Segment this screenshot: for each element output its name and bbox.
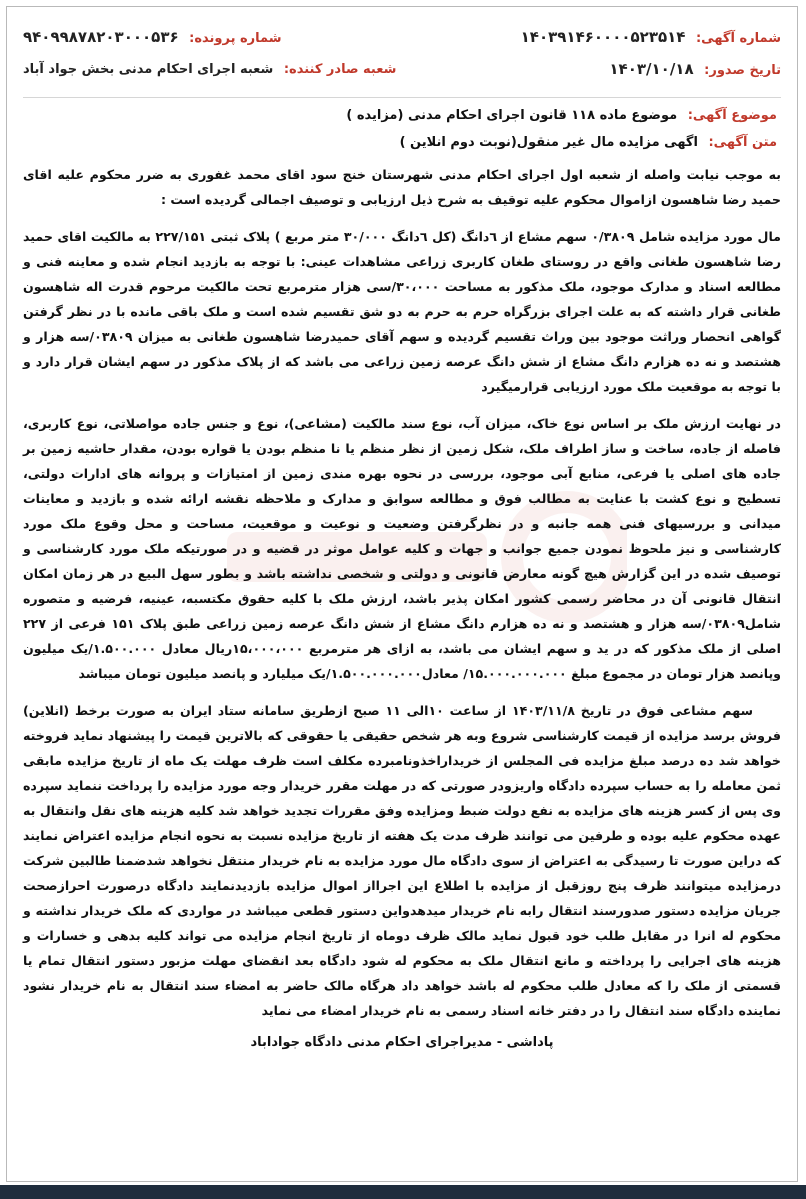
header-row-1 [23,21,781,53]
signature: پاداشی - مدیراجرای احکام مدنی دادگاه جواداباد [250,1035,554,1050]
case-number-value: ۹۴۰۹۹۸۷۸۲۰۳۰۰۰۵۳۶ [23,28,179,46]
notice-number-value: ۱۴۰۳۹۱۴۶۰۰۰۰۵۲۳۵۱۴ [520,28,686,46]
header-row-2 [23,53,781,85]
case-number: شماره پرونده: ۹۴۰۹۹۸۷۸۲۰۳۰۰۰۵۳۶ [23,28,282,46]
bottom-bar [0,1185,806,1199]
issue-date: تاریخ صدور: ۱۴۰۳/۱۰/۱۸ [609,60,781,78]
notice-title-value: اگهی مزایده مال غیر منقول(نوبت دوم انلاین ) [399,135,698,150]
notice-subject-value: موضوع ماده ۱۱۸ قانون اجرای احکام مدنی (مزایده ) [346,108,678,123]
paragraph-auction-terms: سهم مشاعی فوق در تاریخ ۱۴۰۳/۱۱/۸ از ساعت ۱۰الی ۱۱ صبح ازطریق سامانه ستاد ایران به صورت برخط (انلاین) فروش برسد مزایده از قیمت کارشناسی شروع وبه هر شخص حقیقی یا حقوقی که بالاترین قیمت را پیشنهاد نماید فروخته خواهد شد ده درصد مبلغ مزایده فی المجلس از خریداراخذونامبرده مکلف است ظرف مهلت یک ماه از تاریخ مزایده مابقی ثمن معامله را به حساب سپرده دادگاه واریزودر صورتی که در مهلت مقرر خریدار وجه مورد مزایده را پرداخت ننماید سپرده وی پس از کسر هزینه های مزایده به نفع دولت ضبط ومزایده وفق مقررات تجدید خواهد شد کلیه هزینه های نقل وانتقال به عهده محکوم علیه بوده و طرفین می توانند ظرف مدت یک هفته از تاریخ مزایده نسبت به نحوه انجام مزایده اعتراض نمایند که دراین صورت تا رسیدگی به اعتراض از سوی دادگاه مال مورد مزایده به نام خریدار منتقل نخواهد شدضمنا طالبین شرکت درمزایده میتوانند ظرف پنج روزقبل از مزایده با اطلاع این اجرااز اموال مزایده بازدیدنمایند دادگاه درصورت احرازصحت جریان مزایده دستور صدورسند انتقال رابه نام خریدار میدهدواین دستور قطعی میباشد در مواردی که ملک خریدار نداشته و محکوم له انرا در مقابل طلب خود قبول نماید مالک ظرف دوماه از تاریخ انجام مزایده می تواند کلیه بدهی و خسارات و هزینه های اجرایی را پرداخته و مانع انتقال ملک به محکوم له شود دادگاه بعد انقضای مهلت مزبور دستور انتقال تمام یا قسمتی از ملک را که معادل طلب محکوم له باشد خواهد داد هرگاه مالک حاضر به امضاء سند انتقال به نام خریدار نشود نماینده دادگاه سند انتقال را در دفتر خانه اسناد رسمی به نام خریدار امضاء می نماید [23,703,781,1018]
notice-document [23,21,781,1050]
issue-date-value: ۱۴۰۳/۱۰/۱۸ [609,60,694,78]
notice-number: شماره آگهی: ۱۴۰۳۹۱۴۶۰۰۰۰۵۲۳۵۱۴ [520,28,781,46]
notice-subject: موضوع آگهی: موضوع ماده ۱۱۸ قانون اجرای احکام مدنی (مزایده ) [346,108,777,123]
paragraph-property: مال مورد مزایده شامل ۰/۳۸۰۹ سهم مشاع از ٦دانگ (کل ٦دانگ ۳۰/۰۰۰ متر مربع ) پلاک ثبتی ۲۲۷/۱۵۱ به مالکیت اقای حمید رضا شاهسون طغانی واقع در روستای طغان کاربری زراعی مشاهدات عینی: با توجه به بازدید انجام شده و معاینه فنی و مطالعه اسناد و مدارک موجود، ملک مذکور به مساحت ۳۰،۰۰۰/سی هزار مترمربع تحت مالکیت مرحوم قدرت اله شاهسون طغانی قرار داشته که به علت اجرای بزرگراه حرم به حرم به دو شق تقسیم شده است و ملک باقی مانده با در نظر گرفتن گواهی انحصار وراثت موجود بین وراث تقسیم گردیده و سهم آقای حمیدرضا شاهسون طغانی به میزان ۰۳۸۰۹/سه هزار و هشتصد و نه ده هزارم دانگ مشاع از شش دانگ عرصه زمین زراعی می باشد که از پلاک مذکور در سهم ایشان قرار دارد و با توجه به موقعیت ملک مورد ارزیابی قرارمیگیرد [23,229,782,394]
header-divider [23,97,781,98]
paragraph-intro: به موجب نیابت واصله از شعبه اول اجرای احکام مدنی شهرستان خنج سود اقای محمد غفوری به ضرر محکوم علیه اقای حمید رضا شاهسون ازاموال محکوم علیه توقیف به شرح ذیل ارزیابی و توصیف اجمالی گردیده است : [23,167,781,207]
paragraph-valuation: در نهایت ارزش ملک بر اساس نوع خاک، میزان آب، نوع سند مالکیت (مشاعی)، نوع و جنس جاده مواصلاتی، نوع کاربری، فاصله از جاده، ساخت و ساز اطراف ملک، شکل زمین از نظر منظم یا نا منظم بودن یا قواره بودن، مقدار حاشیه زمین بر جاده های اصلی یا فرعی، منابع آبی موجود، بررسی در نحوه بهره مندی زمین از امتیازات و پروانه های ادارات دولتی، تسطیح و نوع کشت با عنایت به مطالب فوق و مطالعه سوابق و مدارک و ملاحظه نقشه ارائه شده و بازدید و معاینات میدانی و بررسیهای فنی همه جانبه و در نظرگرفتن وضعیت و نوعیت و موقعیت، مساحت و محل وقوع ملک مورد کارشناسی و نیز ملحوظ نمودن جمیع جوانب و جهات و کلیه عوامل موثر در قضیه و در صورتیکه ملک مورد کارشناسی و توصیف شده در این گزارش هیچ گونه معارض قانونی و دولتی و شخصی نداشته باشد و بطور سهل البیع در هر زمان امکان انتقال قانونی آن در محاضر رسمی کشور امکان پذیر باشد، ارزش ملک با کلیه حقوق مکتسبه، عینیه، فرضیه و متصوره شامل۰۳۸۰۹/سه هزار و هشتصد و نه ده هزارم دانگ مشاع از شش دانگ عرصه زمین زراعی طبق پلاک ۱۵۱ فرعی از ۲۲۷ اصلی از ملک مذکور که در ید و سهم ایشان می باشد، به ازای هر مترمربع ۱۵،۰۰۰،۰۰۰ریال معادل ۱.۵۰۰.۰۰۰/یک میلیون وپانصد هزار تومان در مجموع مبلغ ۱۵.۰۰۰.۰۰۰.۰۰۰/ معادل۱.۵۰۰.۰۰۰.۰۰۰/یک میلیارد و پانصد میلیون تومان میباشد [23,416,781,681]
issuing-branch: شعبه صادر کننده: شعبه اجرای احکام مدنی بخش جواد آباد [23,61,397,77]
notice-page [6,6,798,1182]
issuing-branch-value: شعبه اجرای احکام مدنی بخش جواد آباد [23,61,274,77]
notice-title: متن آگهی: اگهی مزایده مال غیر منقول(نوبت دوم انلاین ) [399,135,777,150]
